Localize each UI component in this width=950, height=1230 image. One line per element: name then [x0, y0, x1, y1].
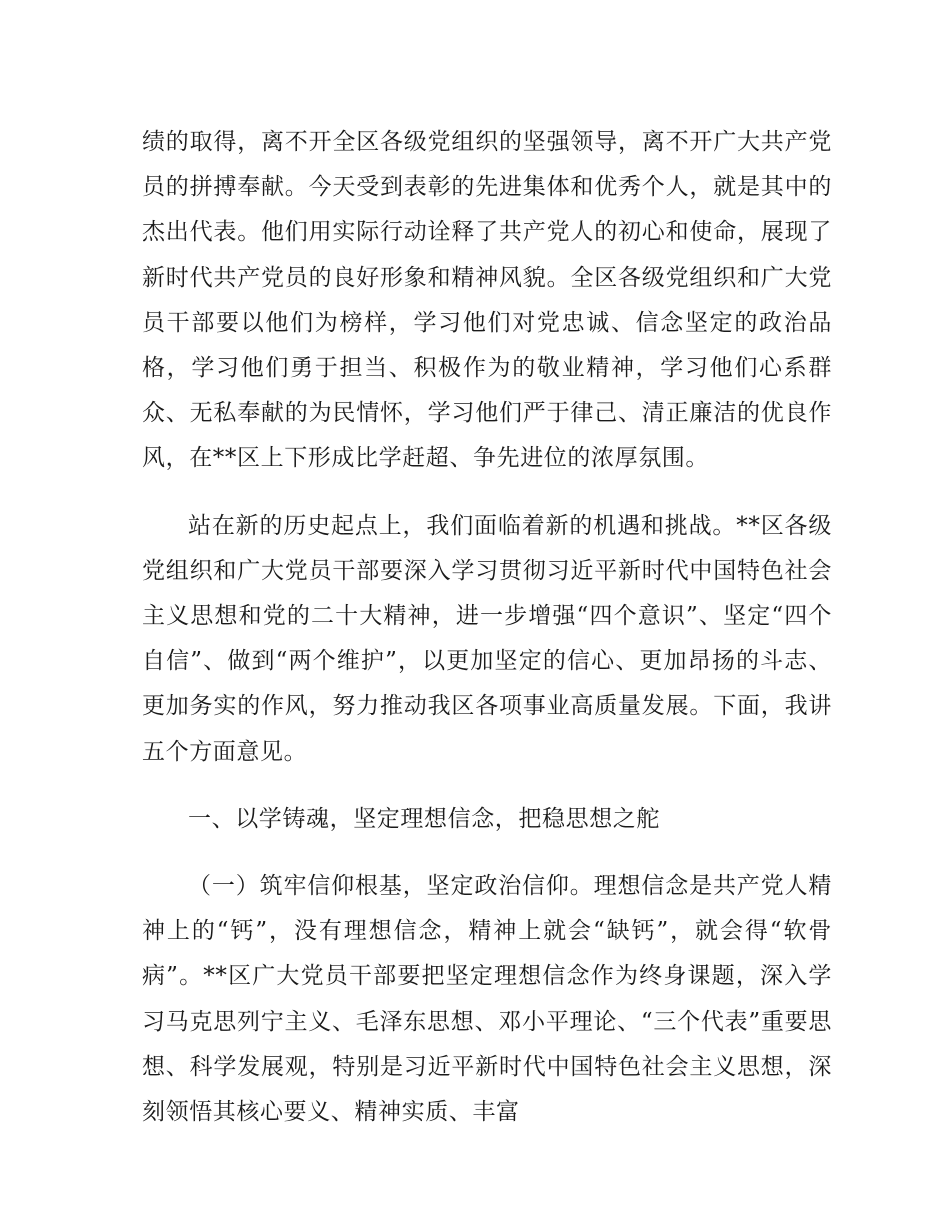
paragraph-continued: 绩的取得，离不开全区各级党组织的坚强领导，离不开广大共产党员的拼搏奉献。今天受到表彰的先进集体和优秀个人，就是其中的杰出代表。他们用实际行动诠释了共产党人的初心和使命，展现了新时代共产党员的良好形象和精神风貌。全区各级党组织和广大党员干部要以他们为榜样，学习他们对党忠诚、信念坚定的政治品格，学习他们勇于担当、积极作为的敬业精神，学习他们心系群众、无私奉献的为民情怀，学习他们严于律己、清正廉洁的优良作风，在**区上下形成比学赶超、争先进位的浓厚氛围。 [142, 129, 832, 472]
document-body [142, 120, 832, 1135]
paragraph-spacer [142, 842, 832, 864]
paragraph-spacer [142, 482, 832, 504]
section-heading: 一、以学铸魂，坚定理想信念，把稳思想之舵 [188, 805, 660, 832]
paragraph-subsection: （一）筑牢信仰根基，坚定政治信仰。理想信念是共产党人精神上的“钙”，没有理想信念，精神上就会“缺钙”，就会得“软骨病”。**区广大党员干部要把坚定理想信念作为终身课题，深入学习马克思列宁主义、毛泽东思想、邓小平理论、“三个代表”重要思想、科学发展观，特别是习近平新时代中国特色社会主义思想，深刻领悟其核心要义、精神实质、丰富 [142, 873, 832, 1126]
paragraph-new-era: 站在新的历史起点上，我们面临着新的机遇和挑战。**区各级党组织和广大党员干部要深入学习贯彻习近平新时代中国特色社会主义思想和党的二十大精神，进一步增强“四个意识”、坚定“四个自信”、做到“两个维护”，以更加坚定的信心、更加昂扬的斗志、更加务实的作风，努力推动我区各项事业高质量发展。下面，我讲五个方面意见。 [142, 512, 832, 765]
paragraph-spacer [142, 775, 832, 797]
